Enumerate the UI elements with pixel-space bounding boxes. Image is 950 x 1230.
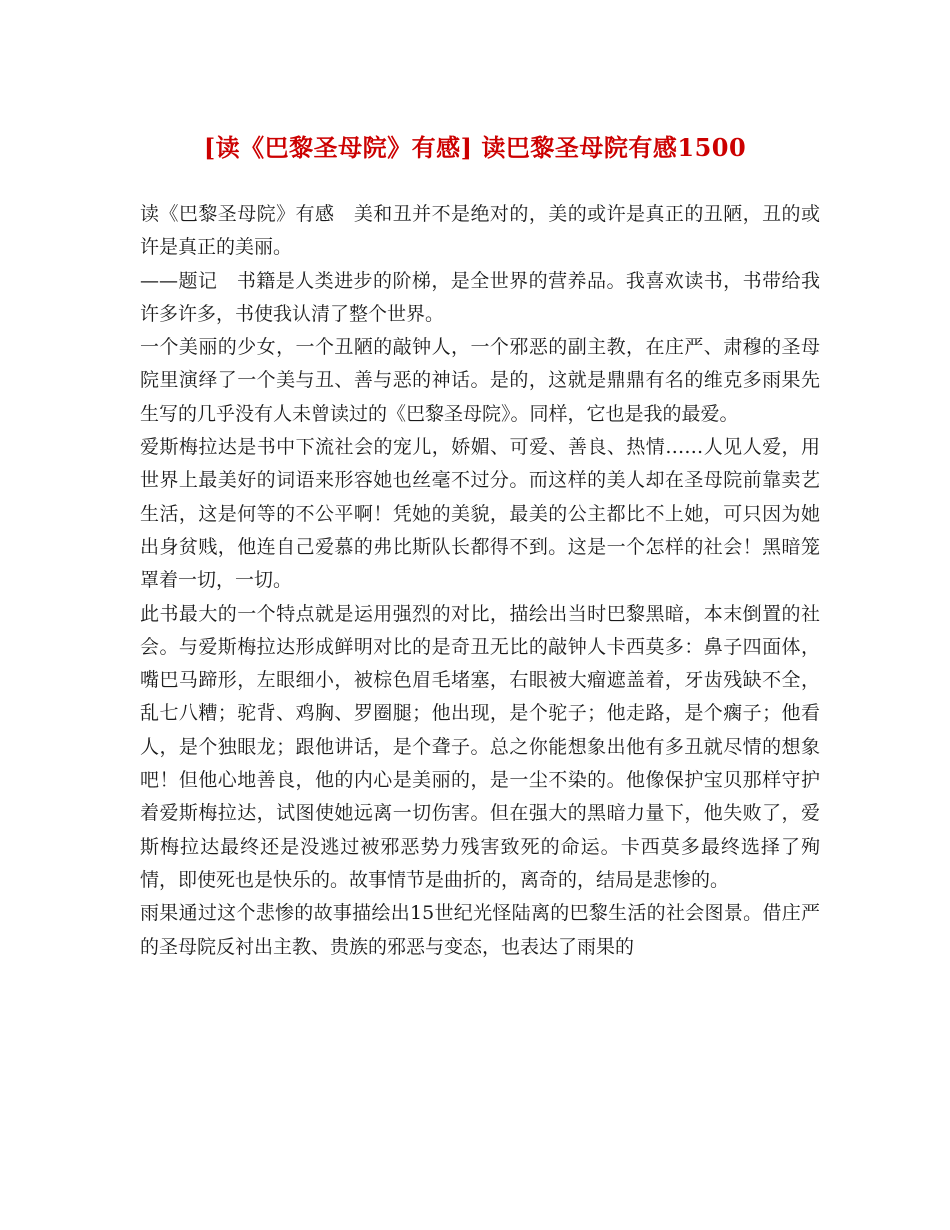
paragraph-hugo: 雨果通过这个悲惨的故事描绘出15世纪光怪陆离的巴黎生活的社会图景。借庄严的圣母院反衬出主教、贵族的邪恶与变态，也表达了雨果的 (140, 902, 820, 958)
paragraph-esmeralda: 爱斯梅拉达是书中下流社会的宠儿，娇媚、可爱、善良、热情……人见人爱，用世界上最美好的词语来形容她也丝毫不过分。而这样的美人却在圣母院前靠卖艺生活，这是何等的不公平啊！凭她的美貌，最美的公主都比不上她，可只因为她出身贫贱，他连自己爱慕的弗比斯队长都得不到。这是一个怎样的社会！黑暗笼罩着一切，一切。 (140, 436, 820, 592)
paragraph-summary: 一个美丽的少女，一个丑陋的敲钟人，一个邪恶的副主教，在庄严、肃穆的圣母院里演绎了一个美与丑、善与恶的神话。是的，这就是鼎鼎有名的维克多雨果先生写的几乎没有人未曾读过的《巴黎圣母院》。同样，它也是我的最爱。 (140, 336, 820, 425)
paragraph-quasimodo: 此书最大的一个特点就是运用强烈的对比，描绘出当时巴黎黑暗，本末倒置的社会。与爱斯梅拉达形成鲜明对比的是奇丑无比的敲钟人卡西莫多：鼻子四面体，嘴巴马蹄形，左眼细小，被棕色眉毛堵塞，右眼被大瘤遮盖着，牙齿残缺不全，乱七八糟；驼背、鸡胸、罗圈腿；他出现，是个驼子；他走路，是个瘸子；他看人，是个独眼龙；跟他讲话，是个聋子。总之你能想象出他有多丑就尽情的想象吧！但他心地善良，他的内心是美丽的，是一尘不染的。他像保护宝贝那样守护着爱斯梅拉达，试图使她远离一切伤害。但在强大的黑暗力量下，他失败了，爱斯梅拉达最终还是没逃过被邪恶势力残害致死的命运。卡西莫多最终选择了殉情，即使死也是快乐的。故事情节是曲折的，离奇的，结局是悲惨的。 (140, 602, 820, 891)
document-title: [读《巴黎圣母院》有感] 读巴黎圣母院有感1500 (203, 133, 747, 162)
paragraph-intro: ——题记 书籍是人类进步的阶梯，是全世界的营养品。我喜欢读书，书带给我许多许多，书使我认清了整个世界。 (140, 269, 820, 325)
document-body (140, 198, 820, 964)
paragraph-epigraph: 读《巴黎圣母院》有感 美和丑并不是绝对的，美的或许是真正的丑陋，丑的或许是真正的美丽。 (140, 203, 820, 259)
